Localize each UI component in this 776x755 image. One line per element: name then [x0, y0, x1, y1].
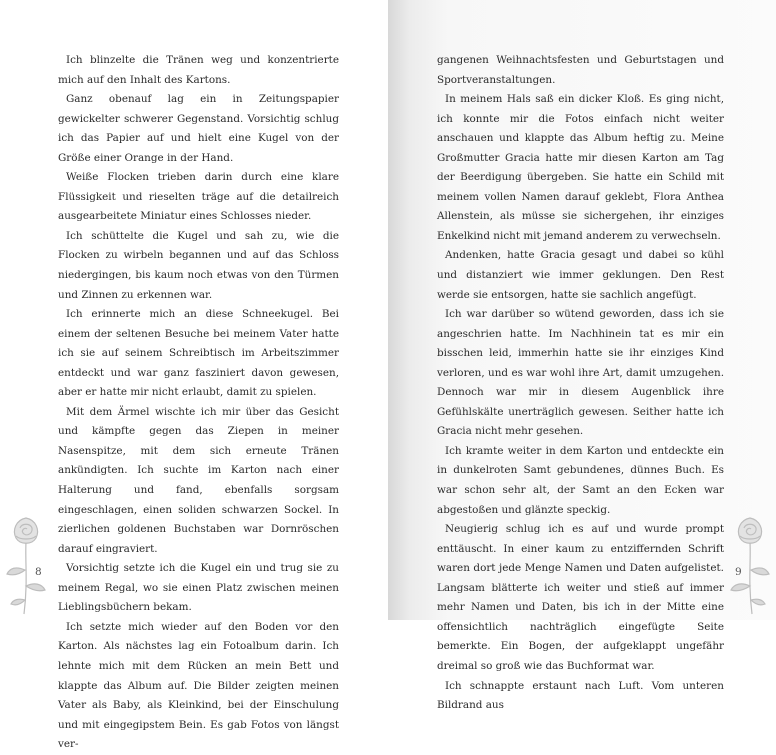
- left-page-text: [58, 51, 339, 755]
- paragraph: Ich setzte mich wieder auf den Boden vor den Karton. Als nächstes lag ein Fotoalbum darin. Ich lehnte mich mit dem Rücken an mein Bett und klappte das Album auf. Die Bilder zeigten meinen Vater als Baby, als Kleinkind, bei der Einschulung und mit eingegipstem Bein. Es gab Fotos von längst ver-: [58, 620, 339, 751]
- paragraph: In meinem Hals saß ein dicker Kloß. Es ging nicht, ich konnte mir die Fotos einfach nicht weiter anschauen und klappte das Album heftig zu. Meine Großmutter Gracia hatte mir diesen Karton am Tag der Beerdigung übergeben. Sie hatte ein Schild mit meinem vollen Namen darauf geklebt, Flora Anthea Allenstein, als müsse sie sichergehen, ihr einziges Enkelkind nicht mit jemand anderem zu verwechseln.: [437, 93, 724, 242]
- paragraph: Weiße Flocken trieben darin durch eine klare Flüssigkeit und rieselten träge auf die detailreich ausgearbeitete Miniatur eines Schlosses nieder.: [58, 171, 339, 223]
- paragraph: Neugierig schlug ich es auf und wurde prompt enttäuscht. In einer kaum zu entziffernden Schrift waren dort jede Menge Namen und Daten aufgelistet. Langsam blätterte ich weiter und stieß auf immer mehr Namen und Daten, bis ich in der Mitte eine offensichtlich nachträglich eingefügte Seite bemerkte. Ein Bogen, der aufgeklappt ungefähr dreimal so groß wie das Buchformat war.: [437, 523, 724, 672]
- page-number: 8: [35, 566, 42, 578]
- rose-icon: [4, 512, 48, 616]
- rose-icon: [728, 512, 772, 616]
- paragraph: Ganz obenauf lag ein in Zeitungspapier gewickelter schwerer Gegenstand. Vorsichtig schlug ich das Papier auf und hielt eine Kugel von der Größe einer Orange in der Hand.: [58, 93, 339, 164]
- paragraph: Ich erinnerte mich an diese Schneekugel. Bei einem der seltenen Besuche bei meinem Vater hatte ich sie auf seinem Schreibtisch im Arbeitszimmer entdeckt und war ganz fasziniert davon gewesen, aber er hatte mir nicht erlaubt, damit zu spielen.: [58, 308, 339, 399]
- paragraph-continuation: gangenen Weihnachtsfesten und Geburtstagen und Sportveranstaltungen.: [437, 54, 724, 86]
- paragraph: Ich schüttelte die Kugel und sah zu, wie die Flocken zu wirbeln begannen und auf das Schloss niedergingen, bis kaum noch etwas von den Türmen und Zinnen zu erkennen war.: [58, 229, 339, 301]
- paragraph: Ich kramte weiter in dem Karton und entdeckte ein in dunkelroten Samt gebundenes, dünnes Buch. Es war schon sehr alt, der Samt an den Ecken war abgestoßen und glänzte speckig.: [437, 444, 724, 516]
- paragraph: Ich blinzelte die Tränen weg und konzentrierte mich auf den Inhalt des Kartons.: [58, 54, 339, 86]
- right-page: [388, 0, 776, 712]
- paragraph: Andenken, hatte Gracia gesagt und dabei so kühl und distanziert wie immer geklungen. Den Rest werde sie entsorgen, hatte sie sachlich angefügt.: [437, 249, 724, 301]
- right-page-text: [437, 51, 724, 716]
- paragraph: Vorsichtig setzte ich die Kugel ein und trug sie zu meinem Regal, wo sie einen Platz zwischen meinen Lieblingsbüchern bekam.: [58, 562, 339, 614]
- page-number: 9: [735, 566, 742, 578]
- paragraph: Ich schnappte erstaunt nach Luft. Vom unteren Bildrand aus: [437, 679, 724, 712]
- paragraph: Ich war darüber so wütend geworden, dass ich sie angeschrien hatte. Im Nachhinein tat es mir ein bisschen leid, immerhin hatte sie ihr einziges Kind verloren, und es war wohl ihre Art, damit umzugehen. Dennoch war mir in diesem Augenblick ihre Gefühlskälte unerträglich gewesen. Seither hatte ich Gracia nicht mehr gesehen.: [437, 308, 724, 438]
- left-page: [0, 0, 388, 751]
- paragraph: Mit dem Ärmel wischte ich mir über das Gesicht und kämpfte gegen das Ziepen in meiner Nasenspitze, mit dem sich erneute Tränen ankündigten. Ich suchte im Karton nach einer Halterung und fand, ebenfalls sorgsam eingeschlagen, einen soliden schwarzen Sockel. In zierlichen goldenen Buchstaben war Dornröschen darauf eingraviert.: [58, 405, 339, 555]
